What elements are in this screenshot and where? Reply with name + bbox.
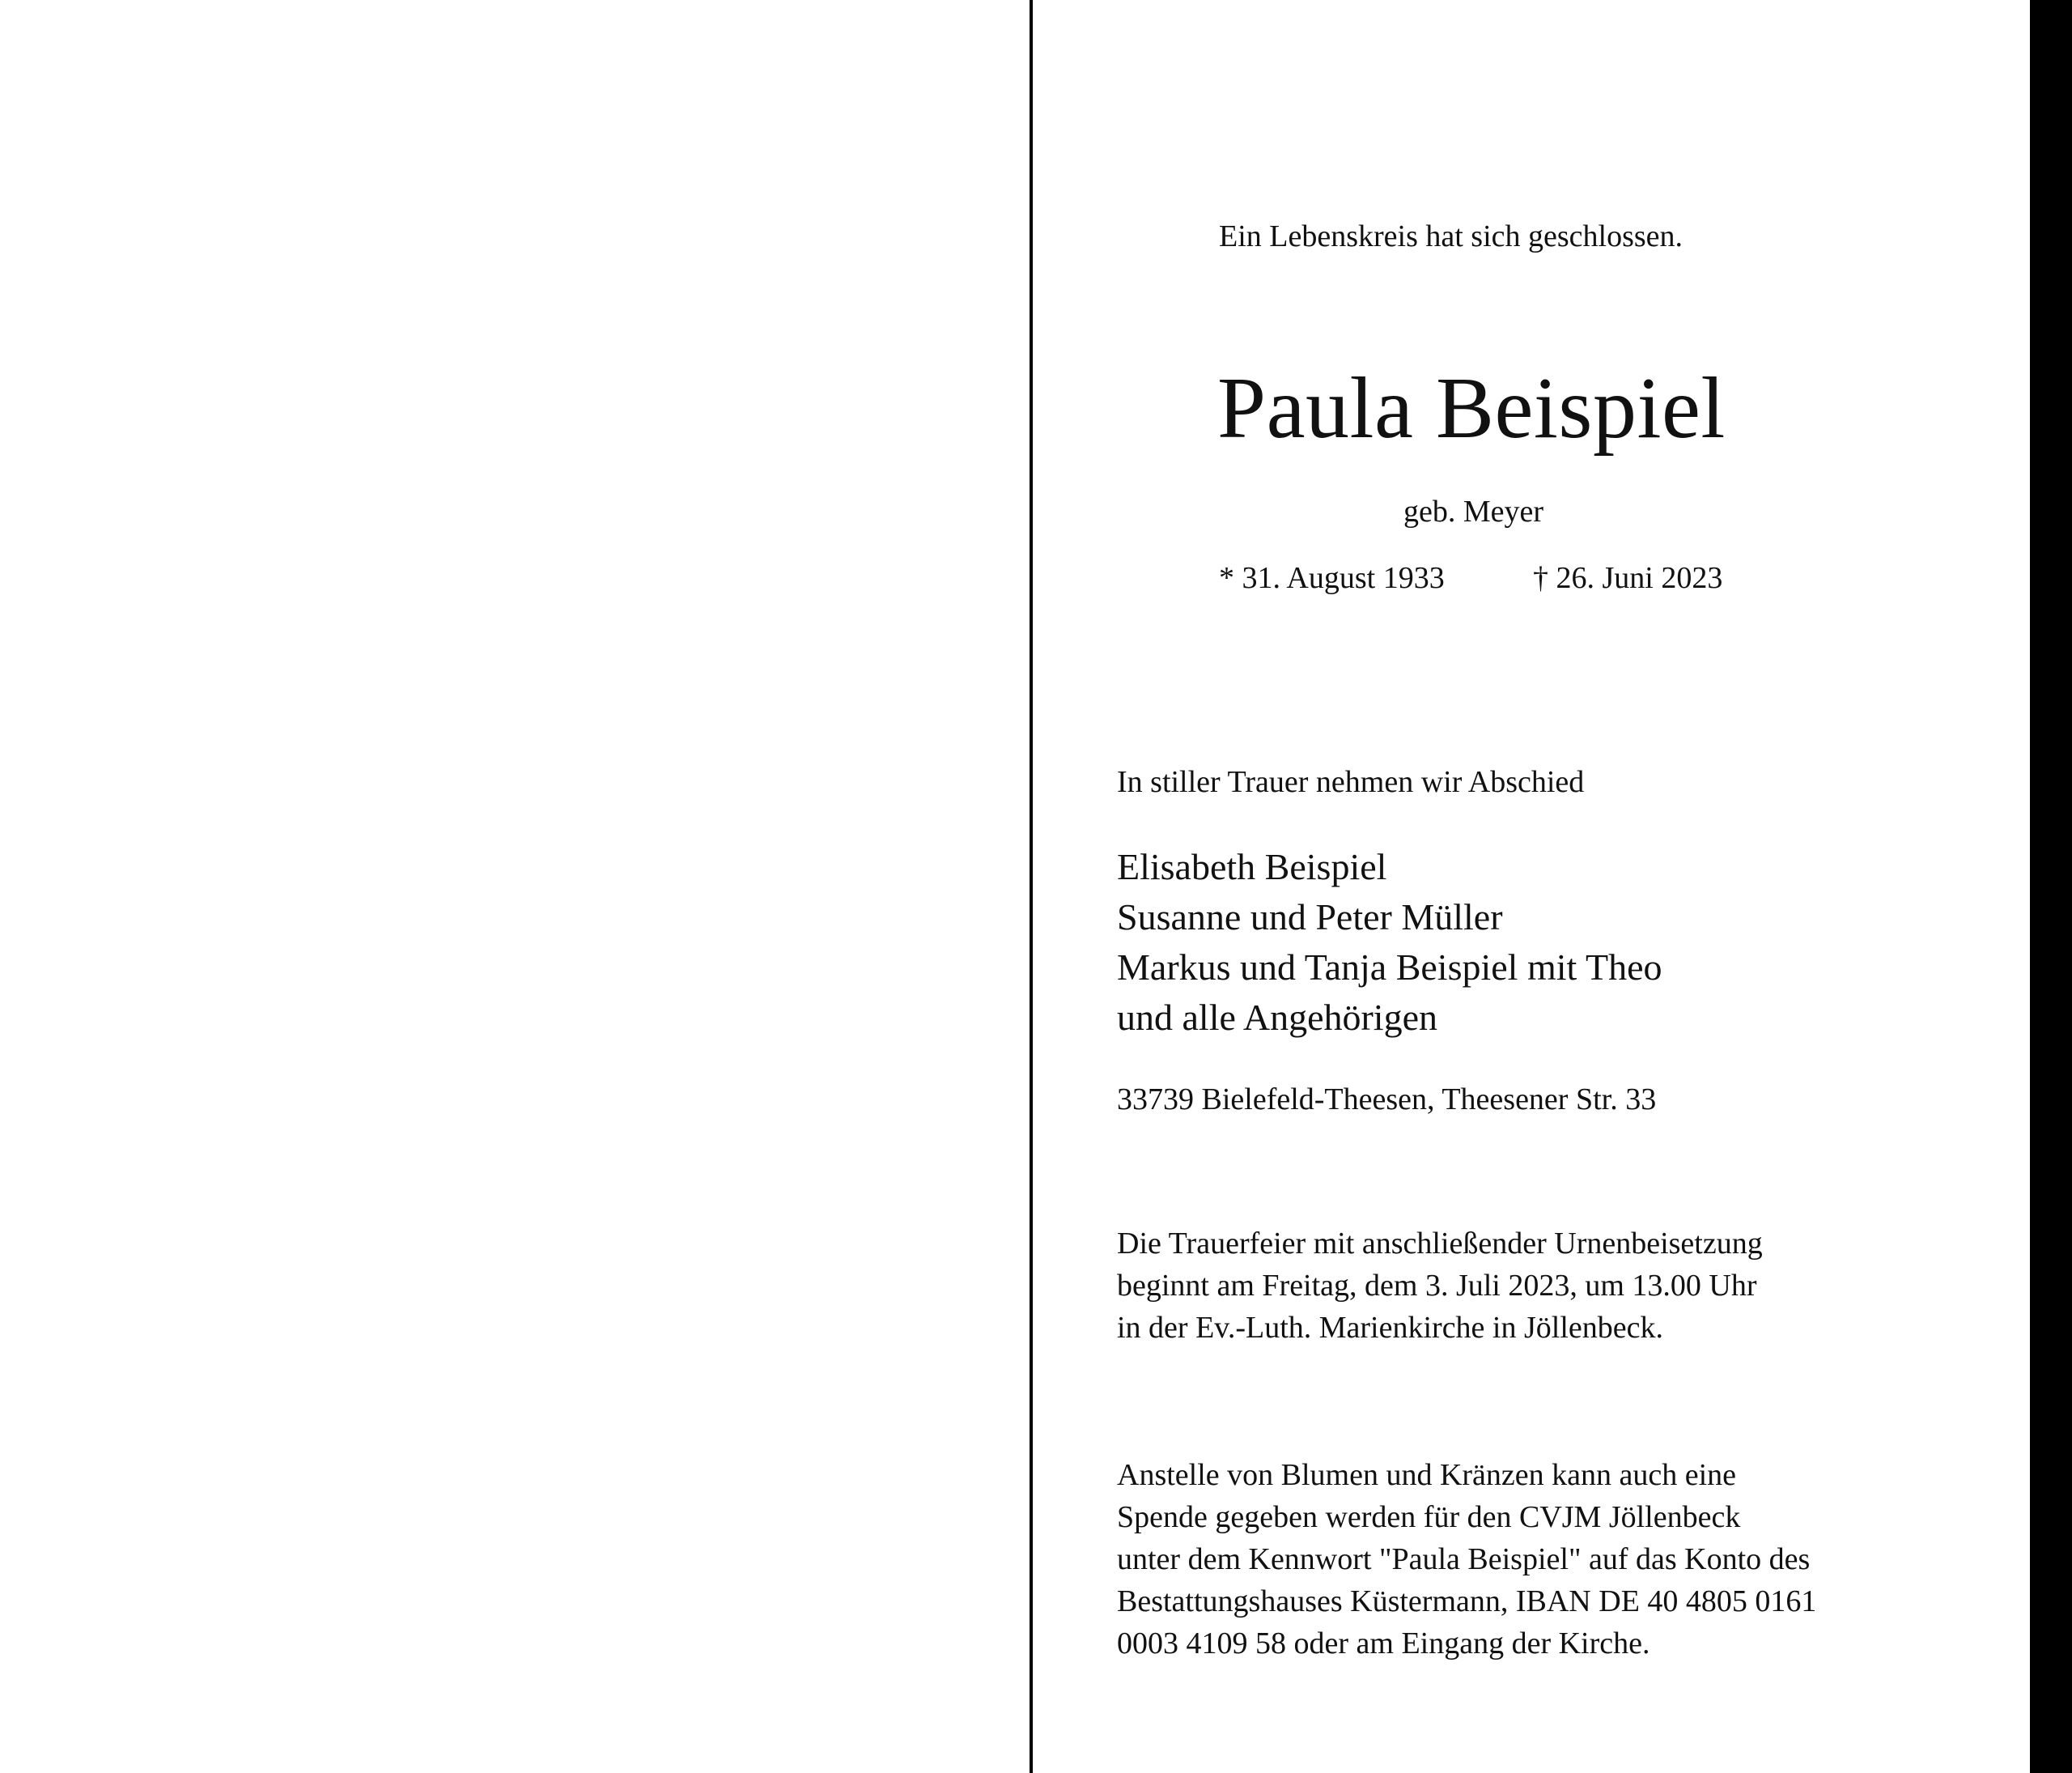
page-edge-border bbox=[2030, 0, 2072, 1773]
motto-line: Ein Lebenskreis hat sich geschlossen. bbox=[1219, 219, 1684, 253]
donation-line: Spende gegeben werden für den CVJM Jöllenbeck bbox=[1117, 1500, 1741, 1534]
mourner-line: Markus und Tanja Beispiel mit Theo bbox=[1117, 946, 1662, 988]
donation-line: Bestattungshauses Küstermann, IBAN DE 40 4805 0161 bbox=[1117, 1584, 1817, 1618]
mourner-line: Susanne und Peter Müller bbox=[1117, 896, 1503, 938]
ceremony-line: Die Trauerfeier mit anschließender Urnenbeisetzung bbox=[1117, 1227, 1763, 1261]
ceremony-info bbox=[1117, 1222, 1763, 1349]
donation-info bbox=[1117, 1454, 1816, 1665]
ceremony-line: beginnt am Freitag, dem 3. Juli 2023, um 13.00 Uhr bbox=[1117, 1269, 1757, 1303]
ceremony-line: in der Ev.-Luth. Marienkirche in Jöllenbeck. bbox=[1117, 1311, 1663, 1345]
deceased-name: Paula Beispiel bbox=[1217, 360, 1726, 457]
maiden-name: geb. Meyer bbox=[1403, 495, 1544, 529]
mourner-line: und alle Angehörigen bbox=[1117, 997, 1438, 1038]
donation-line: Anstelle von Blumen und Kränzen kann auch eine bbox=[1117, 1458, 1737, 1492]
farewell-intro: In stiller Trauer nehmen wir Abschied bbox=[1117, 765, 1585, 799]
death-date: † 26. Juni 2023 bbox=[1533, 561, 1723, 595]
family-address: 33739 Bielefeld-Theesen, Theesener Str. 33 bbox=[1117, 1082, 1657, 1116]
donation-line: unter dem Kennwort "Paula Beispiel" auf das Konto des bbox=[1117, 1542, 1811, 1576]
mourner-line: Elisabeth Beispiel bbox=[1117, 846, 1387, 887]
mourners-list bbox=[1117, 842, 1662, 1043]
donation-line: 0003 4109 58 oder am Eingang der Kirche. bbox=[1117, 1626, 1650, 1660]
birth-date: * 31. August 1933 bbox=[1219, 561, 1445, 595]
left-blank-page bbox=[0, 0, 1030, 1773]
